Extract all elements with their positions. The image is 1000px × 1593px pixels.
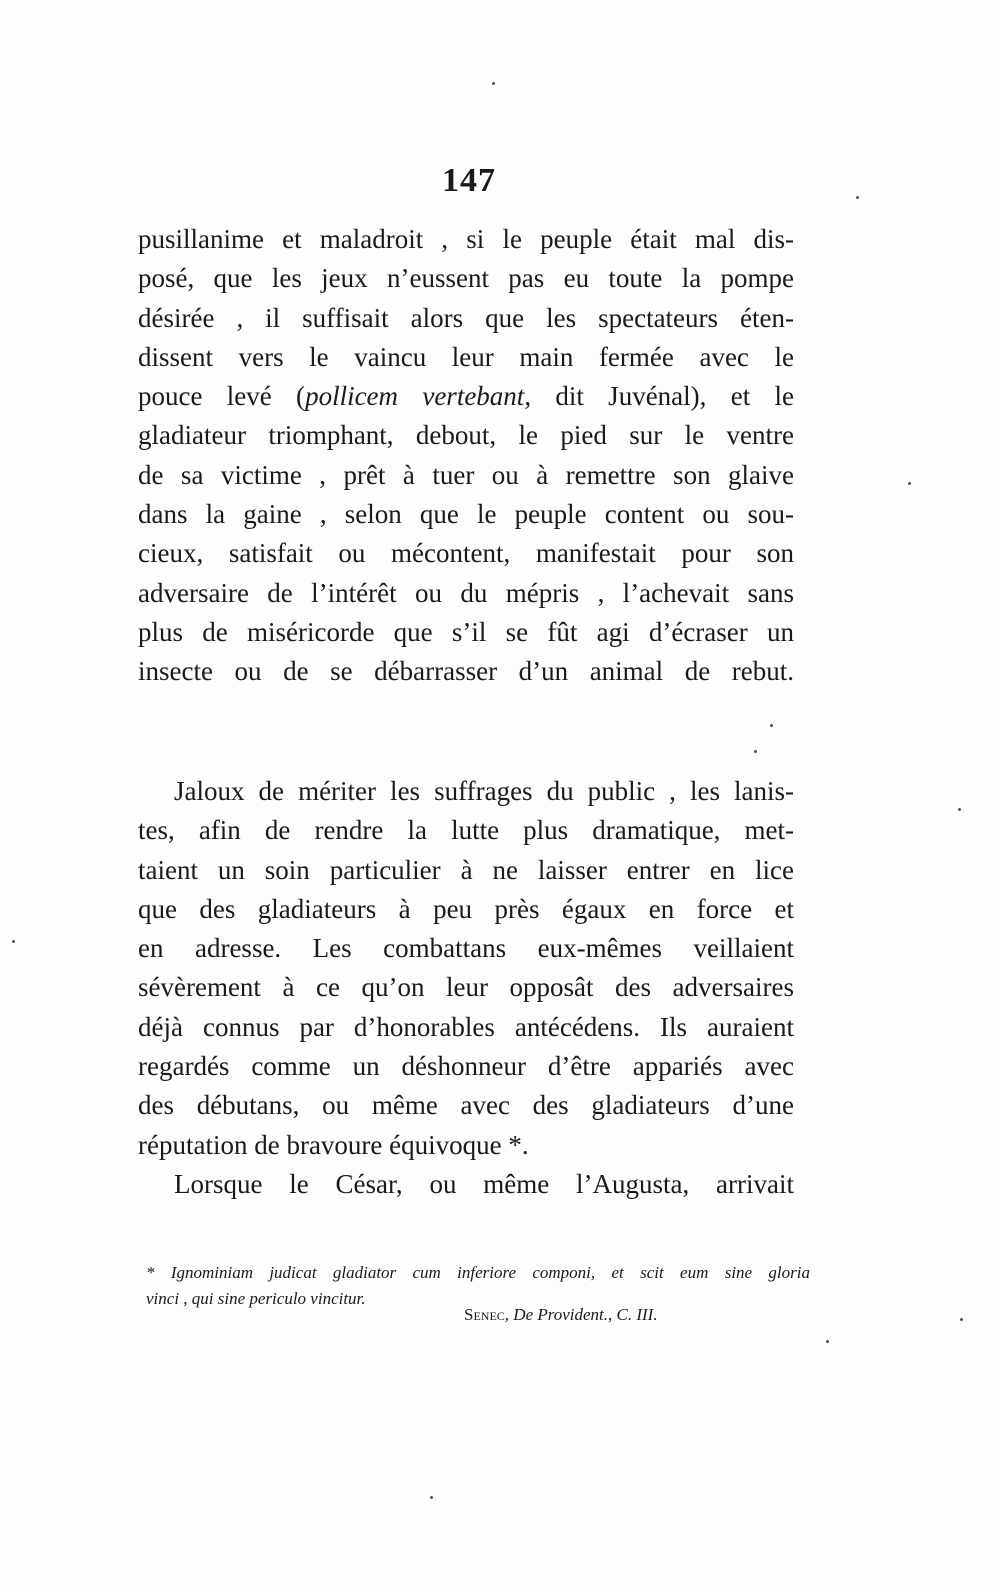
text-line: désirée , il suffisait alors que les spectateurs éten- bbox=[138, 302, 794, 333]
text-line: Jaloux de mériter les suffrages du public , les lanis- bbox=[174, 776, 794, 806]
text-line: dissent vers le vaincu leur main fermée avec le bbox=[138, 341, 794, 372]
text-line: des débutans, ou même avec des gladiateurs d’une bbox=[138, 1090, 794, 1121]
paragraph-one bbox=[138, 220, 794, 692]
scan-speck bbox=[958, 808, 961, 811]
scan-speck bbox=[770, 724, 773, 727]
text-segment: , dit Juvénal), et le bbox=[524, 381, 794, 412]
text-line: plus de miséricorde que s’il se fût agi d’écraser un bbox=[138, 616, 794, 647]
scan-speck bbox=[960, 1318, 963, 1321]
text-line: posé, que les jeux n’eussent pas eu toute la pompe bbox=[138, 263, 794, 294]
text-line: de sa victime , prêt à tuer ou à remettre son glaive bbox=[138, 459, 794, 490]
footnote-line: * Ignominiam judicat gladiator cum inferiore componi, et scit eum sine gloria bbox=[146, 1263, 810, 1282]
text-line: insecte ou de se débarrasser d’un animal de rebut. bbox=[138, 656, 794, 687]
text-line: réputation de bravoure équivoque *. bbox=[138, 1129, 529, 1160]
text-line: cieux, satisfait ou mécontent, manifestait pour son bbox=[138, 538, 794, 569]
scan-speck bbox=[908, 482, 911, 485]
citation-author: Senec bbox=[464, 1305, 505, 1324]
footnote-line: vinci , qui sine periculo vincitur. bbox=[146, 1289, 366, 1308]
scan-speck bbox=[856, 196, 859, 199]
latin-quote: pollicem vertebant bbox=[305, 381, 525, 412]
scan-speck bbox=[492, 82, 495, 85]
scan-speck bbox=[12, 940, 15, 943]
text-line: adversaire de l’intérêt ou du mépris , l’achevait sans bbox=[138, 577, 794, 608]
text-line-with-quote bbox=[138, 377, 794, 416]
scan-speck bbox=[826, 1340, 829, 1343]
text-line: pusillanime et maladroit , si le peuple était mal dis- bbox=[138, 224, 794, 254]
text-line: que des gladiateurs à peu près égaux en force et bbox=[138, 893, 794, 924]
text-segment: pouce levé ( bbox=[138, 381, 306, 412]
text-line: tes, afin de rendre la lutte plus dramatique, met- bbox=[138, 815, 794, 846]
paragraph-two bbox=[138, 772, 794, 1204]
scan-speck bbox=[430, 1496, 433, 1499]
text-line: gladiateur triomphant, debout, le pied sur le ventre bbox=[138, 420, 794, 451]
text-line: taient un soin particulier à ne laisser entrer en lice bbox=[138, 854, 794, 885]
text-line: déjà connus par d’honorables antécédens. Ils auraient bbox=[138, 1011, 794, 1042]
footnote-citation bbox=[464, 1305, 658, 1325]
text-line: regardés comme un déshonneur d’être appariés avec bbox=[138, 1051, 794, 1082]
citation-work: , De Provident., C. III. bbox=[504, 1305, 658, 1324]
text-line: dans la gaine , selon que le peuple content ou sou- bbox=[138, 499, 794, 530]
page-number: 147 bbox=[442, 162, 496, 199]
text-line: en adresse. Les combattans eux-mêmes veillaient bbox=[138, 933, 794, 964]
text-line: Lorsque le César, ou même l’Augusta, arrivait bbox=[174, 1168, 794, 1199]
text-line: sévèrement à ce qu’on leur opposât des adversaires bbox=[138, 972, 794, 1003]
scan-speck bbox=[754, 750, 757, 753]
